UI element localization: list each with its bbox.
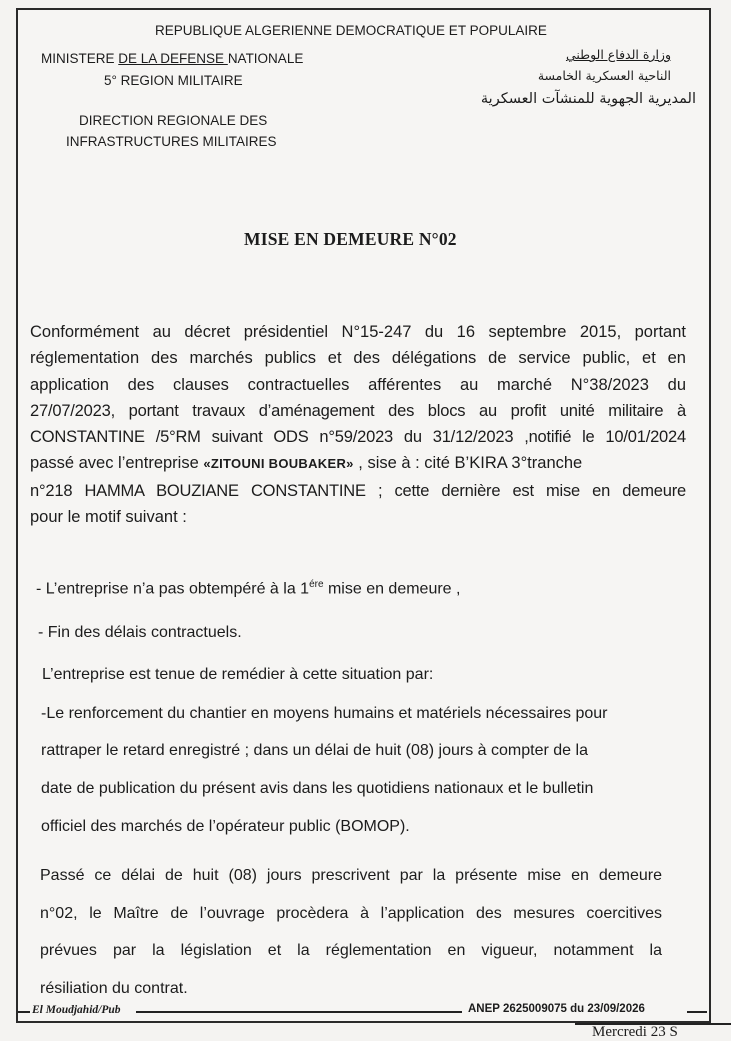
- footer-source: El Moudjahid/Pub: [32, 1004, 121, 1016]
- company-name: «ZITOUNI BOUBAKER»: [203, 456, 354, 472]
- intro-line: CONSTANTINE /5°RM suivant ODS n°59/2023 du 31/12/2023 ,notifié le 10/01/2024: [30, 428, 686, 447]
- final-line: n°02, le Maître de l’ouvrage procèdera à l’application des mesures coercitives: [40, 904, 662, 922]
- footer-anep: ANEP 2625009075 du 23/09/2026: [468, 1003, 645, 1015]
- measure-line: -Le renforcement du chantier en moyens humains et matériels nécessaires pour: [41, 705, 608, 722]
- intro-line: 27/07/2023, portant travaux d’aménagement des blocs au profit unité militaire à: [30, 401, 686, 420]
- ministry-underlined: DE LA DEFENSE: [118, 51, 228, 66]
- region-heading: 5° REGION MILITAIRE: [104, 73, 243, 88]
- obligation-intro: L’entreprise est tenue de remédier à cette situation par:: [42, 666, 434, 683]
- footer-rule-middle: [136, 1011, 462, 1013]
- arabic-ministry: وزارة الدفاع الوطني: [565, 47, 671, 62]
- intro-line: pour le motif suivant :: [30, 508, 187, 527]
- final-line: Passé ce délai de huit (08) jours prescrivent par la présente mise en demeure: [40, 867, 662, 884]
- measure-line: officiel des marchés de l’opérateur public (BOMOP).: [41, 818, 410, 835]
- notice-title: MISE EN DEMEURE N°02: [244, 229, 457, 249]
- company-pre: passé avec l’entreprise: [30, 454, 204, 473]
- motif-1-text: - L’entreprise n’a pas obtempéré à la 1: [36, 580, 310, 598]
- footer-rule-left: [18, 1011, 30, 1013]
- republic-heading: REPUBLIQUE ALGERIENNE DEMOCRATIQUE ET POPULAIRE: [155, 23, 547, 38]
- ministry-post: NATIONALE: [227, 51, 304, 66]
- motif-2: - Fin des délais contractuels.: [38, 624, 242, 641]
- intro-line-company: [30, 450, 686, 477]
- cropped-date-text: Mercredi 23 S: [592, 1024, 678, 1040]
- direction-heading-1: DIRECTION REGIONALE DES: [79, 113, 268, 128]
- final-paragraph: [40, 857, 662, 1007]
- company-post: , sise à : cité B’KIRA 3°tranche: [353, 454, 583, 473]
- final-line: prévues par la législation et la réglementation en vigueur, notamment la: [40, 942, 662, 959]
- final-line: résiliation du contrat.: [40, 979, 188, 997]
- ministry-pre: MINISTERE: [41, 51, 119, 66]
- footer-rule-right: [687, 1011, 707, 1013]
- motif-1: [36, 579, 460, 598]
- measure-line: date de publication du présent avis dans les quotidiens nationaux et le bulletin: [41, 780, 594, 797]
- measure-line: rattraper le retard enregistré ; dans un délai de huit (08) jours à compter de la: [41, 742, 588, 759]
- intro-line: n°218 HAMMA BOUZIANE CONSTANTINE ; cette dernière est mise en demeure: [30, 481, 686, 500]
- intro-line: application des clauses contractuelles afférentes au marché N°38/2023 du: [30, 375, 686, 394]
- intro-line: réglementation des marchés publics et des délégations de service public, et en: [30, 349, 686, 368]
- arabic-region: الناحية العسكرية الخامسة: [537, 68, 671, 83]
- intro-paragraph: [30, 319, 686, 530]
- ministry-heading: [41, 51, 303, 66]
- motif-1-sup: ére: [309, 579, 324, 590]
- arabic-direction: المديرية الجهوية للمنشآت العسكرية: [480, 91, 696, 107]
- direction-heading-2: INFRASTRUCTURES MILITAIRES: [66, 134, 277, 149]
- intro-line: Conformément au décret présidentiel N°15-247 du 16 septembre 2015, portant: [30, 323, 686, 341]
- motif-1-post: mise en demeure ,: [323, 580, 461, 598]
